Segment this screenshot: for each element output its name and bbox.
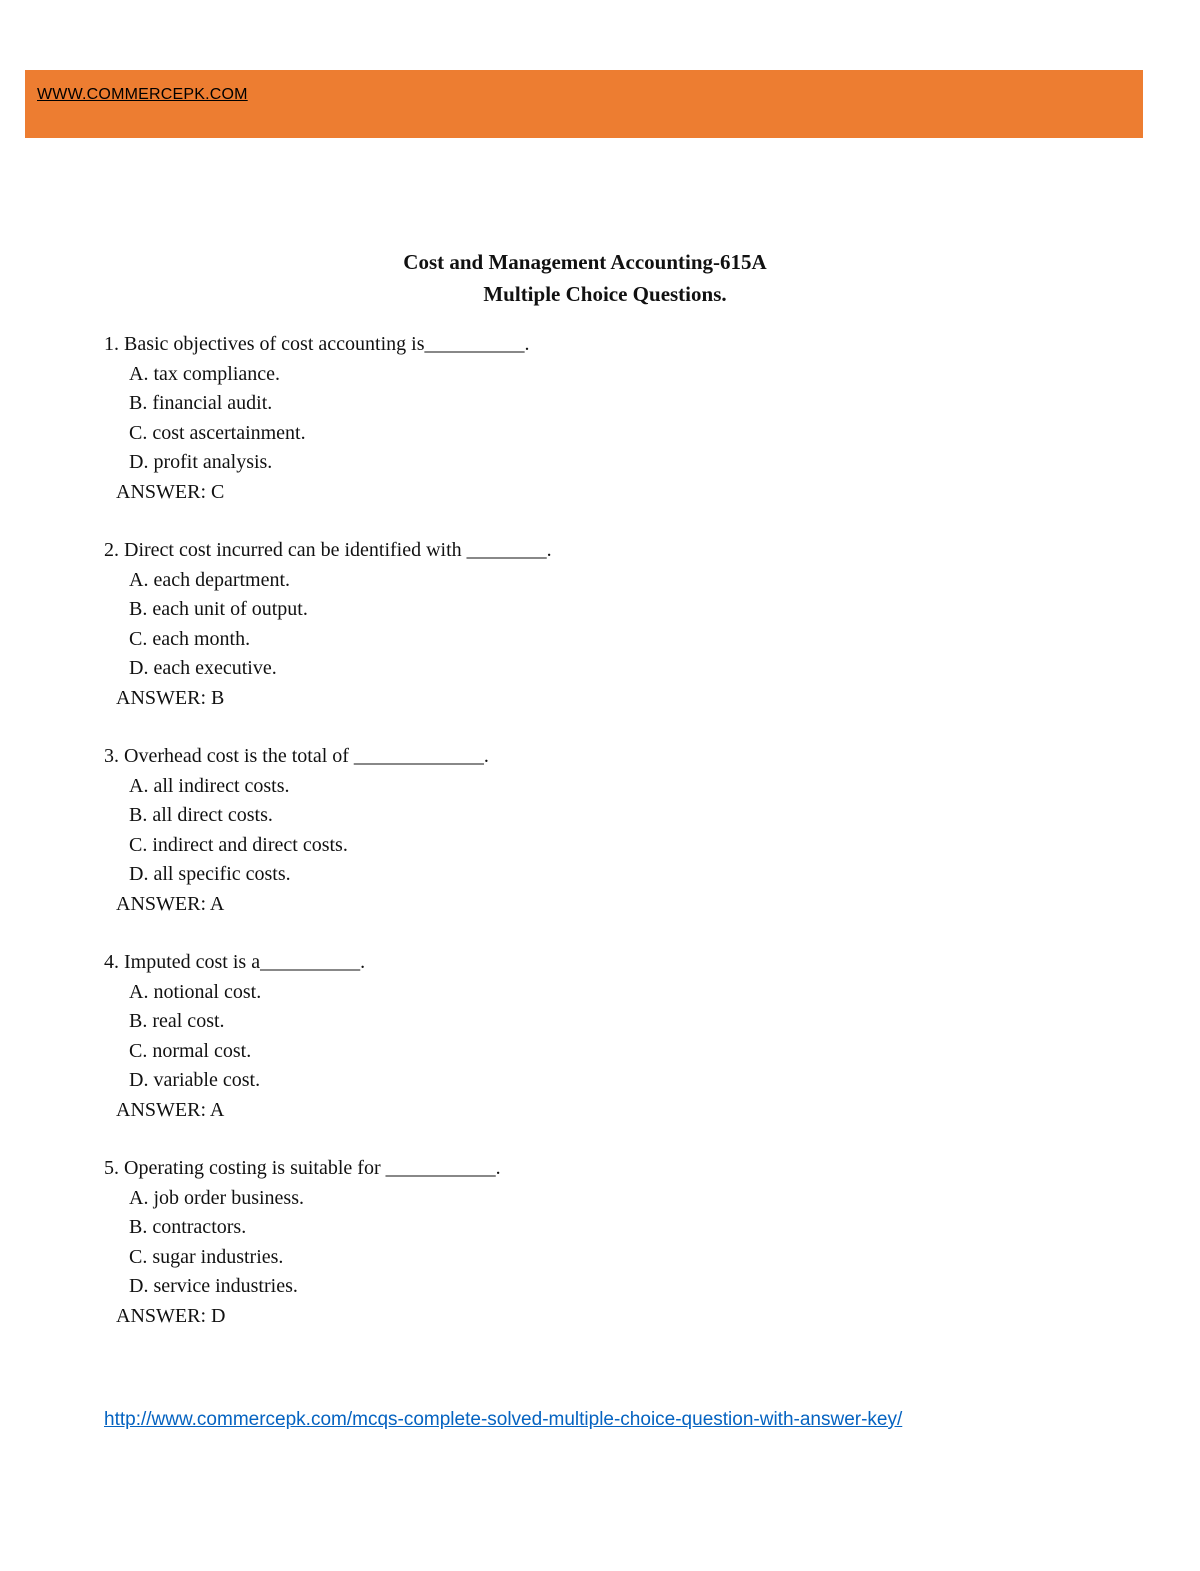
question-2 [104,536,1004,713]
answer-key: ANSWER: C [116,480,225,503]
question-stem: 4. Imputed cost is a__________. [104,951,366,973]
question-stem: 2. Direct cost incurred can be identified with ________. [104,539,552,561]
question-list [104,330,1004,1360]
question-1 [104,330,1004,507]
option-b: B. real cost. [129,1010,225,1032]
option-d: D. all specific costs. [129,863,291,885]
document-title: Cost and Management Accounting-615A [403,250,767,274]
option-d: D. profit analysis. [129,451,273,473]
option-d: D. service industries. [129,1275,298,1297]
answer-key: ANSWER: A [116,892,225,915]
answer-key: ANSWER: A [116,1098,225,1121]
option-c: C. normal cost. [129,1039,252,1062]
header-band [25,70,1143,138]
answer-key: ANSWER: B [116,686,225,709]
option-a: A. each department. [129,568,291,591]
option-c: C. each month. [129,627,251,650]
option-b: B. financial audit. [129,392,273,414]
document-subtitle: Multiple Choice Questions. [483,282,727,306]
option-a: A. tax compliance. [129,362,281,385]
question-stem: 5. Operating costing is suitable for ___________. [104,1157,501,1179]
option-a: A. all indirect costs. [129,774,290,797]
option-d: D. variable cost. [129,1069,261,1091]
question-3 [104,742,1004,919]
answer-key: ANSWER: D [116,1304,226,1327]
option-b: B. contractors. [129,1216,247,1238]
option-c: C. indirect and direct costs. [129,833,348,856]
option-b: B. each unit of output. [129,598,308,620]
site-link[interactable]: WWW.COMMERCEPK.COM [37,86,248,103]
option-b: B. all direct costs. [129,804,273,826]
question-4 [104,948,1004,1125]
option-c: C. sugar industries. [129,1245,284,1268]
question-stem: 1. Basic objectives of cost accounting is__________. [104,333,530,355]
footer-link[interactable]: http://www.commercepk.com/mcqs-complete-solved-multiple-choice-question-with-answer-key/ [104,1409,903,1430]
question-stem: 3. Overhead cost is the total of _____________. [104,745,489,767]
option-a: A. notional cost. [129,980,262,1003]
option-d: D. each executive. [129,657,277,679]
option-a: A. job order business. [129,1186,304,1209]
question-5 [104,1154,1004,1331]
option-c: C. cost ascertainment. [129,421,306,444]
